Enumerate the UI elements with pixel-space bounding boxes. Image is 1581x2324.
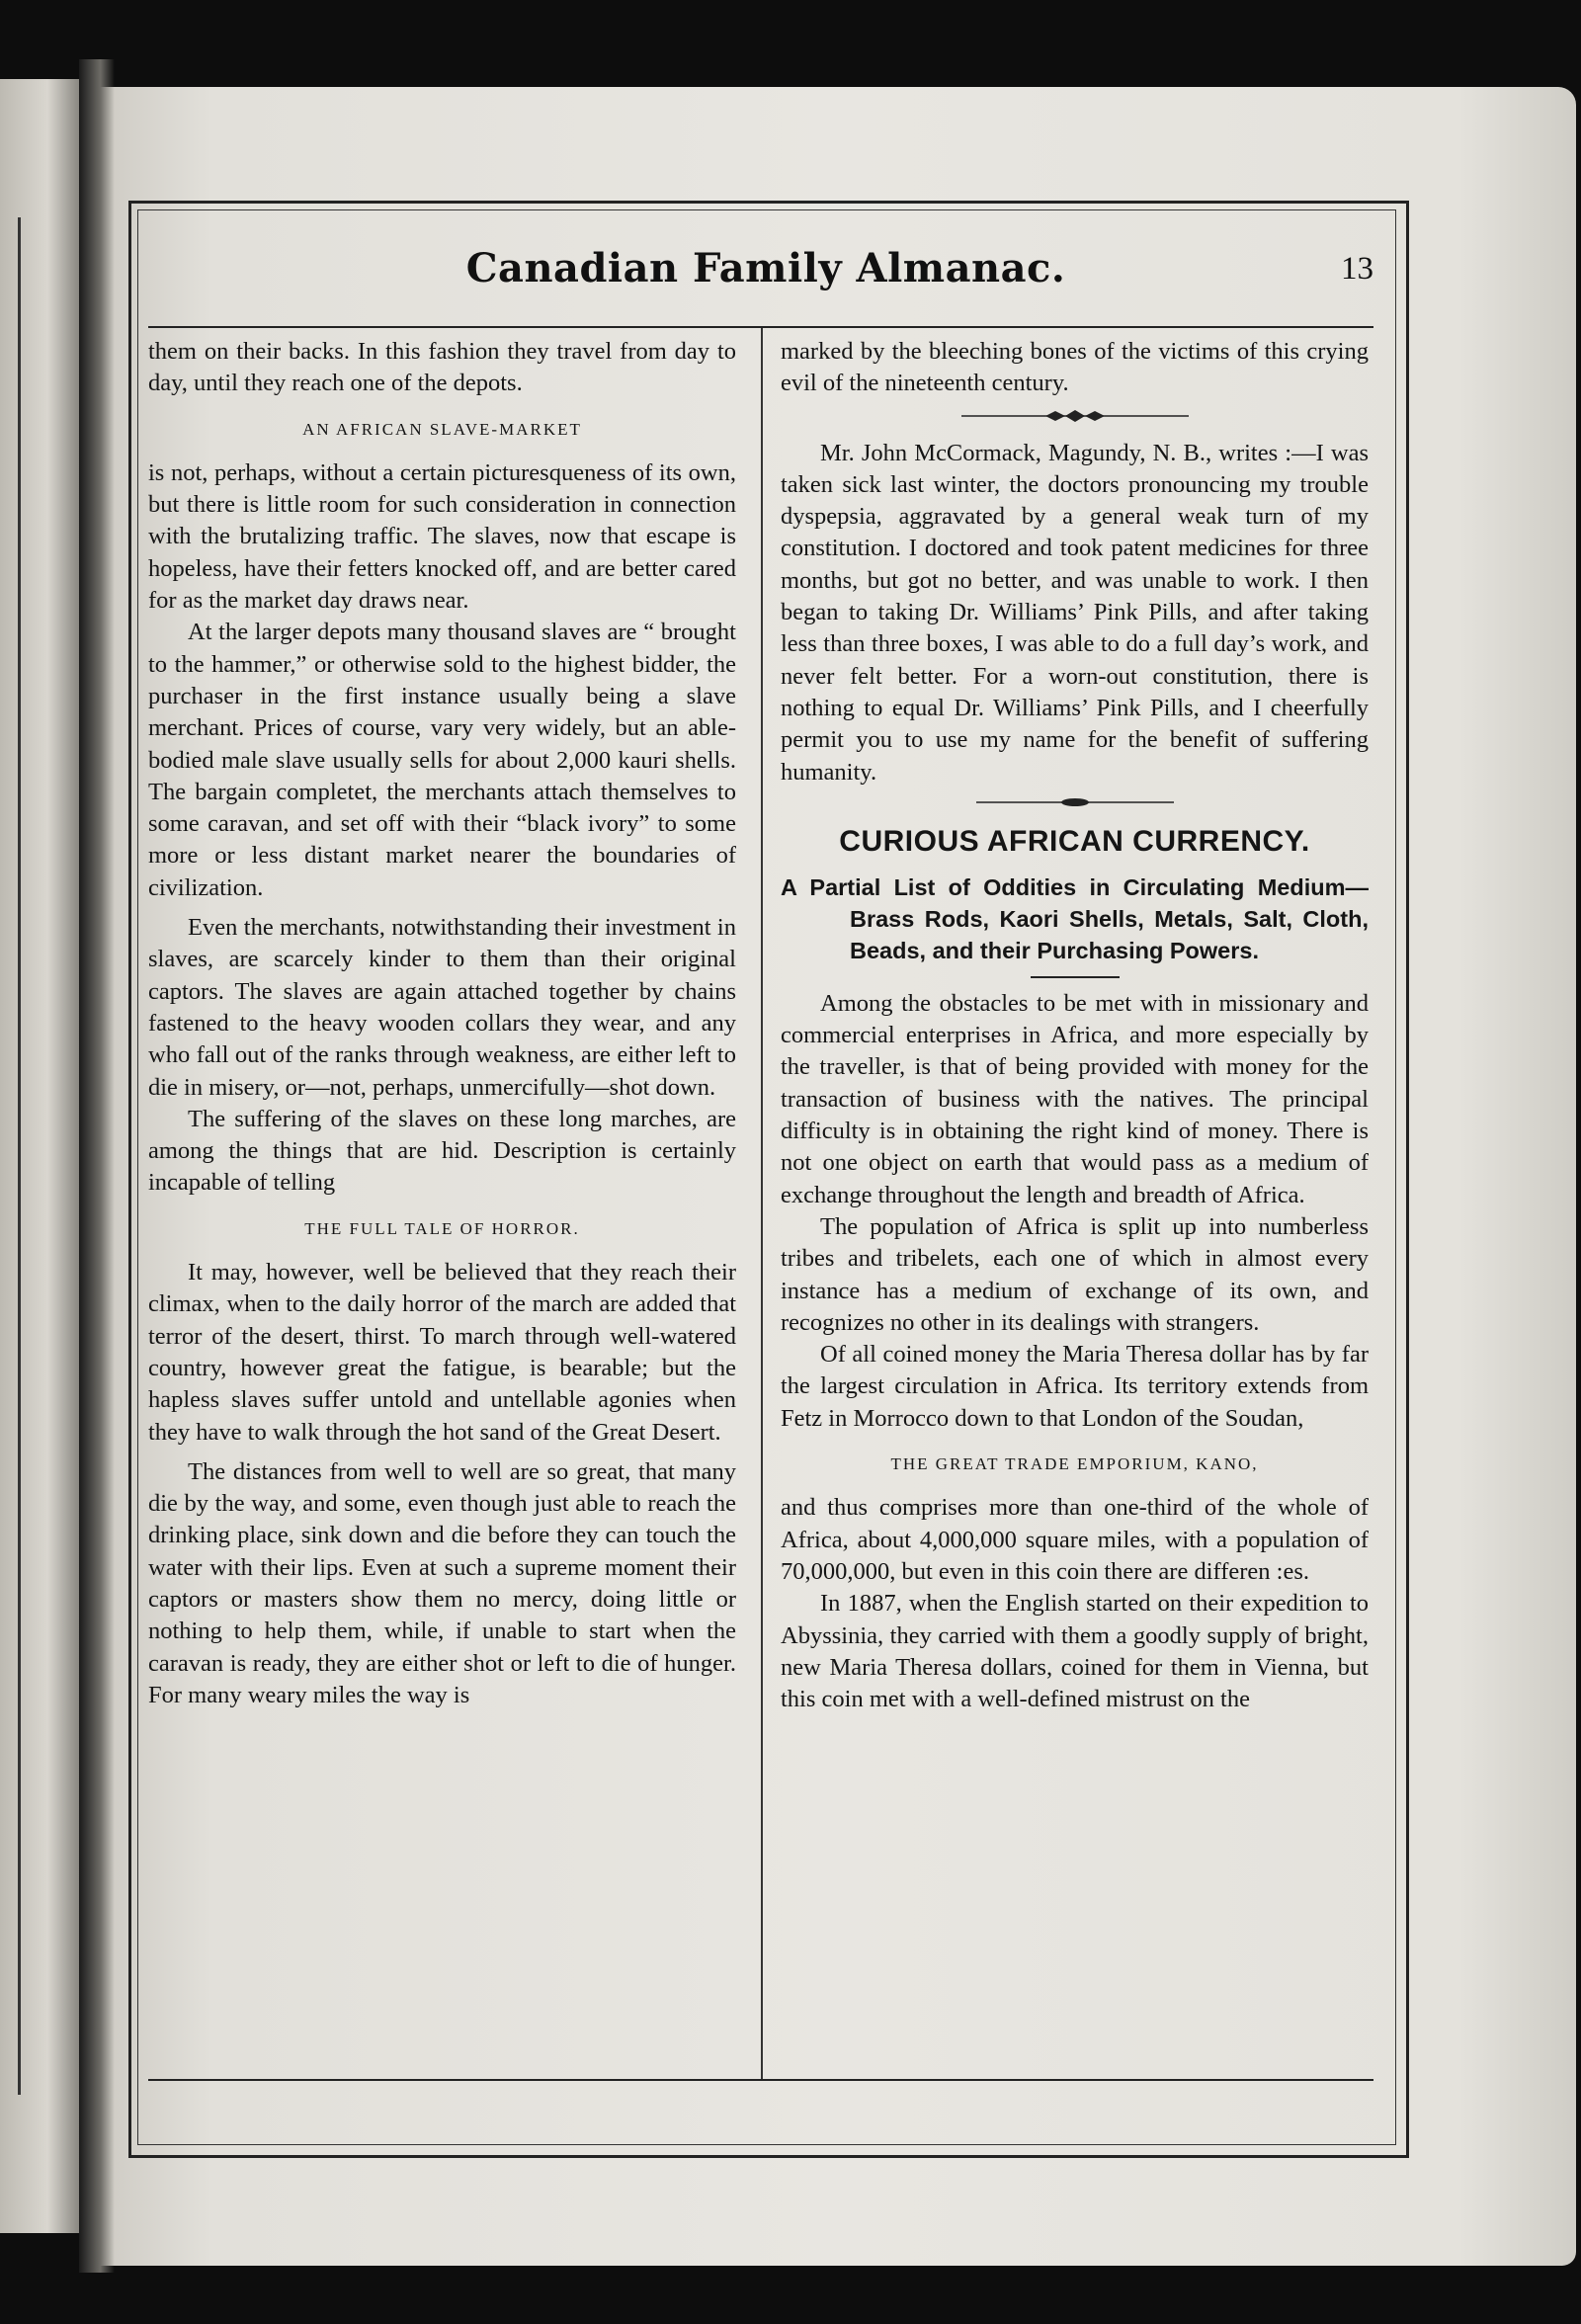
paragraph: At the larger depots many thousand slaves are “ brought to the hammer,” or otherwise sold to the highest bidder, the purchaser in the first instance usually being a slave merchant. Prices of course, vary very widely, but an able-bodied male slave usually sells for about 2,000 kauri shells. The bargain completet, the merchants attach themselves to some caravan, and set off with their “black ivory” to some more or less distant market nearer the boundaries of civilization. [148,619,736,901]
paragraph: and thus comprises more than one-third of the whole of Africa, about 4,000,000 square miles, with a population of 70,000,000, but even in this coin there are differen :es. [781,1494,1369,1585]
rule-ornament-icon [976,796,1174,808]
left-column [148,336,736,2075]
paragraph: Mr. John McCormack, Magundy, N. B., writes :—I was taken sick last winter, the doctors pronouncing my trouble dyspepsia, aggravated by a general weak turn of my constitution. I doctored and took patent medicines for three months, but got no better, and was unable to work. I then began to taking Dr. Williams’ Pink Pills, and after taking less than three boxes, I was able to do a full day’s work, and never felt better. For a worn-out constitution, there is nothing to equal Dr. Williams’ Pink Pills, and I cheerfully permit you to use my name for the benefit of suffering humanity. [781,439,1369,786]
paragraph: Among the obstacles to be met with in missionary and commercial enterprises in Africa, and more especially by the traveller, is that of being provided with money for the transaction of business with the natives. The principal difficulty is in obtaining the right kind of money. There is not one object on earth that would pass as a medium of exchange throughout the length and breadth of Africa. [781,989,1369,1208]
paragraph: In 1887, when the English started on their expedition to Abyssinia, they carried with them a goodly supply of bright, new Maria Theresa dollars, coined for them in Vienna, but this coin met with a well-defined mistrust on the [781,1590,1369,1713]
paragraph: marked by the bleeching bones of the victims of this crying evil of the nineteenth century. [781,338,1369,397]
column-divider [761,328,763,2079]
subheading: AN AFRICAN SLAVE-MARKET [302,419,582,439]
ornament-icon [961,408,1189,424]
binding-gutter [79,59,115,2273]
paragraph: Even the merchants, notwithstanding their investment in slaves, are scarcely kinder to them than their original captors. The slaves are again attached together by chains fastened to the heavy wooden collars they wear, and any who fall out of the ranks through weakness, are either left to die in misery, or—not, perhaps, unmercifully—shot down. [148,914,736,1101]
running-header [158,245,1373,304]
paragraph: The distances from well to well are so great, that many die by the way, and some, even though just able to reach the drinking place, sink down and die before they can touch the water with their lips. Even at such a supreme moment their captors or masters show them no mercy, doing little or nothing to help them, while, if unable to start when the caravan is ready, they are either shot or left to die of hunger. For many weary miles the way is [148,1457,736,1708]
subheading: THE GREAT TRADE EMPORIUM, KANO, [890,1454,1259,1474]
adjacent-page-rule [18,217,21,2095]
right-column [781,336,1369,2075]
section-deck: A Partial List of Oddities in Circulating Medium—Brass Rods, Kaori Shells, Metals, Salt, Cloth, Beads, and their Purchasing Powers. [781,873,1369,963]
paragraph: them on their backs. In this fashion they travel from day to day, until they reach one of the depots. [148,338,736,397]
adjacent-page-edge [0,79,79,2233]
page-number: 13 [1341,251,1373,287]
ornament-divider [781,408,1369,424]
section-title: CURIOUS AFRICAN CURRENCY. [839,824,1310,858]
paragraph: The population of Africa is split up into numberless tribes and tribelets, each one of which in almost every instance has a medium of exchange of its own, and recognizes no other in its dealings with strangers. [781,1212,1369,1336]
page-title: Canadian Family Almanac. [465,245,1066,291]
paragraph: It may, however, well be believed that they reach their climax, when to the daily horror of the march are added that terror of the desert, thirst. To march through well-watered country, however great the fatigue, is bearable; but the hapless slaves suffer untold and untellable agonies when they have to walk through the hot sand of the Great Desert. [148,1259,736,1446]
ornament-divider [781,796,1369,808]
deck-rule [1031,976,1120,978]
paragraph: is not, perhaps, without a certain picturesqueness of its own, but there is little room for such consideration in connection with the brutalizing traffic. The slaves, now that escape is hopeless, have their fetters knocked off, and are better cared for as the market day draws near. [148,458,736,615]
paragraph: Of all coined money the Maria Theresa dollar has by far the largest circulation in Africa. Its territory extends from Fetz in Morrocco down to that London of the Soudan, [781,1341,1369,1432]
subheading: THE FULL TALE OF HORROR. [304,1218,580,1238]
bottom-rule [148,2079,1373,2081]
paragraph: The suffering of the slaves on these long marches, are among the things that are hid. Description is certainly incapable of telling [148,1105,736,1197]
